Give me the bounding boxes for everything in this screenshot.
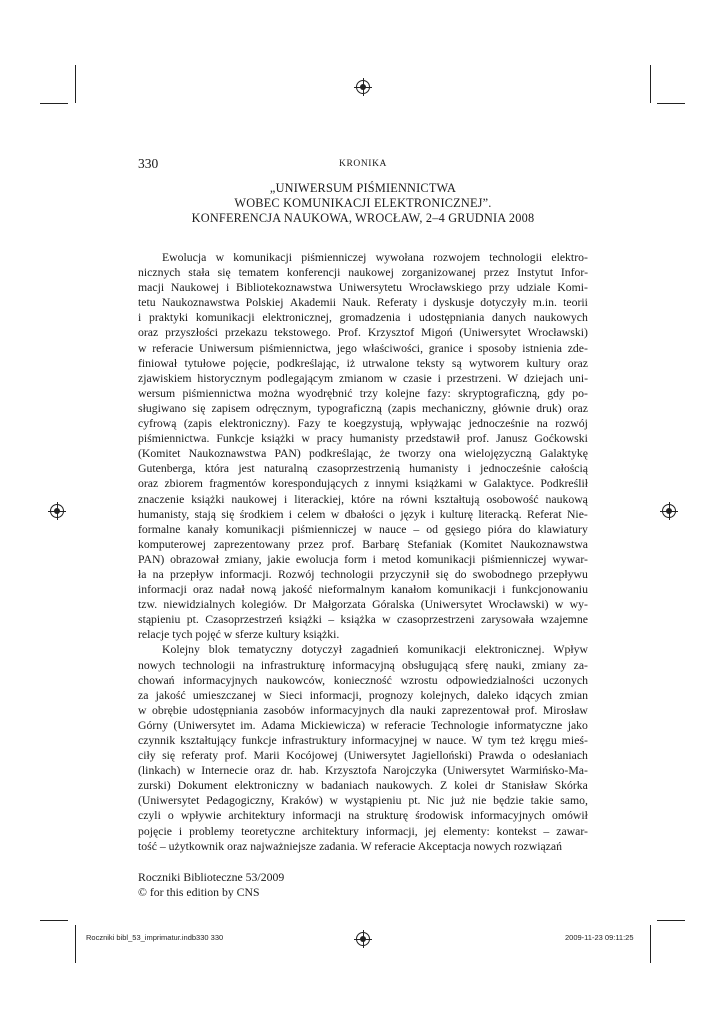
crop-mark: [40, 103, 68, 104]
text-line: oraz zbiorem fragmentów korespondujących z innymi książkami w Galaktyce. Podkreślił: [138, 477, 588, 491]
text-line: chowań informacyjnych naukowców, konieczność wzrostu odpowiedzialności uczonych: [138, 673, 588, 687]
text-line: stąpieniu pt. Czasoprzestrzeń książki – książka w czasoprzestrzeni zarysowała wzajemne: [138, 613, 588, 627]
registration-mark-icon: [50, 504, 64, 518]
print-slug-file: Roczniki bibl_53_imprimatur.indb330 330: [86, 933, 224, 942]
text-line: Kolejny blok tematyczny dotyczył zagadnień komunikacji elektronicznej. Wpływ: [162, 643, 588, 657]
text-line: (linkach) w Internecie oraz dr. hab. Krzysztofa Narojczyka (Uniwersytet Warmińsko-Ma-: [138, 764, 588, 778]
copyright-notice: © for this edition by CNS: [138, 886, 260, 899]
text-line: za jakość umieszczanej w Sieci informacji, prognozy kolejnych, daleko idących zmian: [138, 688, 588, 702]
paragraph: [138, 250, 588, 642]
text-line: i praktyki komunikacji elektronicznej, gromadzenia i udostępniania danych naukowych: [138, 311, 588, 325]
text-line: pojęcie i problemy teoretyczne architektury informacji, jej elementy: kontekst – zawar-: [138, 824, 588, 838]
registration-mark-icon: [356, 932, 370, 946]
text-line: nicznych stała się tematem konferencji naukowej zorganizowanej przez Instytut Infor-: [138, 266, 588, 280]
crop-mark: [40, 920, 68, 921]
text-line: oraz przyszłości przekazu tekstowego. Prof. Krzysztof Migoń (Uniwersytet Wrocławski): [138, 326, 588, 340]
text-line: piśmiennictwa. Funkcje książki w pracy humanisty przedstawił prof. Janusz Goćkowski: [138, 432, 588, 446]
text-line: finiował tytułowe pojęcie, podkreślając, iż utrwalone teksty są wytworem kultury oraz: [138, 356, 588, 370]
text-line: Górny (Uniwersytet im. Adama Mickiewicza) w referacie Technologie informatyczne jako: [138, 718, 588, 732]
title-line: WOBEC KOMUNIKACJI ELEKTRONICZNEJ”.: [234, 196, 492, 210]
text-line: informacji oraz nadał nową jakość nieformalnym kanałom komunikacji i funkcjonowaniu: [138, 583, 588, 597]
text-line: ciły się referaty prof. Marii Kocójowej (Uniwersytet Jagielloński) Prawda o odesłaniach: [138, 749, 588, 763]
text-line: Ewolucja w komunikacji piśmienniczej wywołana rozwojem technologii elektro-: [162, 251, 588, 264]
running-head: KRONIKA: [338, 159, 387, 169]
text-line: czyli o wpływie architektury informacji na strukturę środowisk informacyjnych omówił: [138, 809, 588, 823]
text-line: macji Naukowej i Bibliotekoznawstwa Uniwersytetu Wrocławskiego przy udziale Komi-: [138, 281, 588, 295]
title-line: „UNIWERSUM PIŚMIENNICTWA: [269, 181, 457, 195]
text-line: formalne kanały komunikacji piśmienniczej w nauce – od gęsiego pióra do klawiatury: [138, 522, 588, 536]
text-line: Gutenberga, która jest naturalną czasoprzestrzenią humanisty i jednocześnie całością: [138, 462, 588, 476]
text-line: sługiwano się zapisem odręcznym, typograficzną (zapis mechaniczny, głównie druk) oraz: [138, 401, 588, 415]
crop-mark: [75, 65, 76, 103]
text-line: ła na przepływ informacji. Rozwój technologii przyczynił się do swobodnego przepływu: [138, 567, 588, 581]
text-line: PAN) obrazował zmiany, jakie ewolucja form i metod komunikacji piśmienniczej wywar-: [138, 552, 588, 566]
text-line: komputerowej zaprezentowany przez prof. Barbarę Stefaniak (Komitet Naukoznawstwa: [138, 537, 588, 551]
text-line: zurski) Dokument elektroniczny w badaniach naukowych. Z kolei dr Stanisław Skórka: [138, 779, 588, 793]
crop-mark: [650, 925, 651, 963]
text-line: wersum piśmiennictwa można wyodrębnić trzy kolejne fazy: skryptograficzną, gdy po-: [138, 386, 588, 400]
title-line: KONFERENCJA NAUKOWA, WROCŁAW, 2–4 GRUDNIA 2008: [191, 211, 535, 225]
registration-mark-icon: [662, 504, 676, 518]
crop-mark: [657, 920, 685, 921]
text-line: zjawiskiem historycznym podlegającym zmianom w czasie i przestrzeni. W dziejach uni-: [138, 371, 588, 385]
text-line: czynnik kształtujący funkcje infrastruktury informacyjnej w nauce. W tym też kręgu mieś-: [138, 734, 588, 747]
text-line: (Komitet Naukoznawstwa PAN) podkreślając, że tworzy ona wielojęzyczną Galaktykę: [138, 447, 588, 461]
page-footer: [138, 870, 284, 900]
text-line: humanisty, stają się środkiem i celem w dbałości o język i kulturę literacką. Referat Nie-: [138, 507, 588, 521]
text-line: znaczenie książki naukowej i literackiej, które na równi kształtują osobowość naukową: [138, 492, 588, 506]
text-line: w obrębie udostępniania zasobów informacyjnych dla nauki zaprezentował prof. Mirosław: [138, 703, 588, 717]
print-slug-timestamp: 2009-11-23 09:11:25: [565, 933, 634, 942]
text-line: w referacie Uniwersum piśmiennictwa, jego właściwości, granice i sposoby istnienia zde-: [138, 341, 588, 355]
article-body: [138, 250, 588, 854]
article-title: [138, 181, 588, 226]
crop-mark: [75, 925, 76, 963]
text-line: cyfrową (zapis elektroniczny). Fazy te koegzystują, wpływając jednocześnie na rozwój: [138, 417, 588, 431]
text-line: tzw. niewidzialnych kolegiów. Dr Małgorzata Góralska (Uniwersytet Wrocławski) w wy-: [138, 598, 588, 612]
text-line: (Uniwersytet Pedagogiczny, Kraków) w wystąpieniu pt. Nic już nie będzie takie samo,: [138, 794, 588, 808]
registration-mark-icon: [356, 80, 370, 94]
text-line: tetu Naukoznawstwa Polskiej Akademii Nauk. Referaty i dyskusje dotyczyły m.in. teorii: [138, 296, 588, 310]
page-number: 330: [138, 156, 159, 171]
journal-name: Roczniki Biblioteczne 53/2009: [138, 871, 285, 884]
paragraph: [138, 642, 588, 853]
crop-mark: [650, 65, 651, 103]
crop-mark: [657, 103, 685, 104]
text-line: nowych technologii na infrastrukturę informacyjną obsługującą sferę nauki, zmiany za-: [138, 658, 588, 672]
text-line: tość – użytkownik oraz najważniejsze zadania. W referacie Akceptacja nowych rozwiązań: [138, 839, 562, 853]
text-line: relacje tych pojęć w sferze kultury książki.: [138, 628, 340, 642]
